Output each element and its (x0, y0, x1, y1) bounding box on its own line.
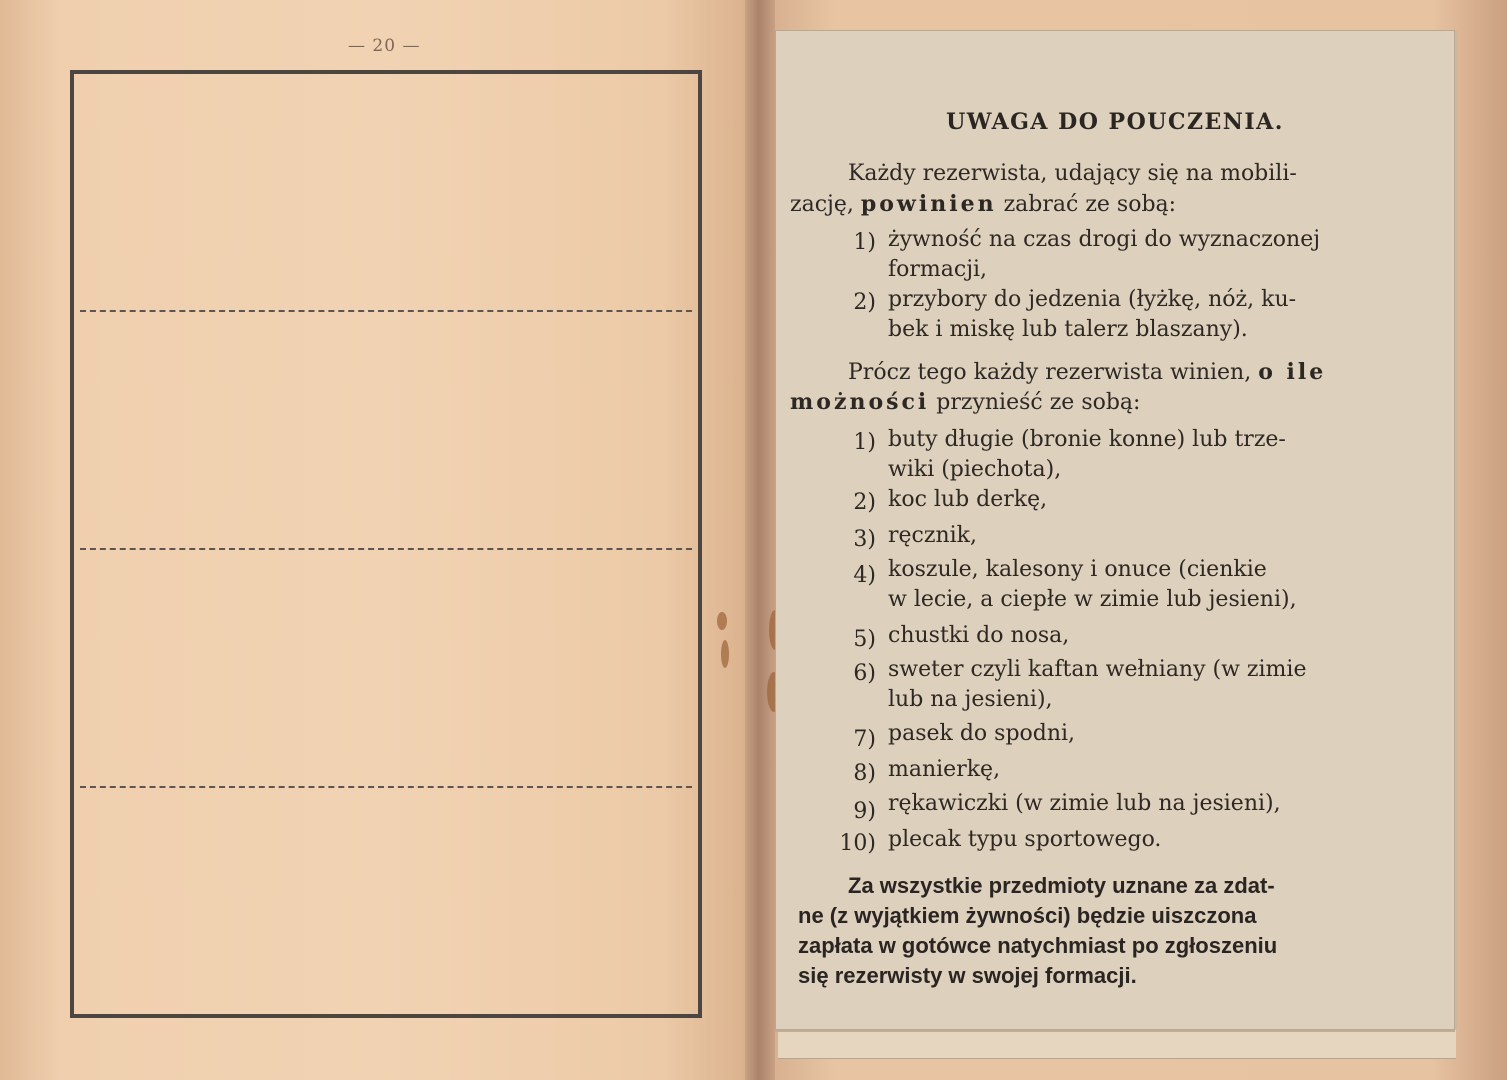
list2-item-9: rękawiczki (w zimie lub na jesieni), (888, 791, 1281, 816)
list2-item-1-line2: wiki (piechota), (888, 457, 1062, 482)
list1-num-2: 2) (853, 290, 876, 315)
notice-sheet (775, 30, 1455, 1030)
list1-item-2-line2: bek i miskę lub talerz blaszany). (888, 317, 1248, 342)
list2-item-3: ręcznik, (888, 523, 977, 548)
page-number: — 20 — (348, 36, 421, 56)
para2-line1 (848, 357, 1326, 388)
stain-mark (717, 612, 727, 630)
para2-line2-post: przynieść ze sobą: (936, 390, 1141, 415)
stain-mark (721, 640, 729, 668)
list2-num-4: 4) (853, 563, 876, 588)
closing-paragraph (798, 871, 1418, 991)
para2-line1-pre: Prócz tego każdy rezerwista winien, (848, 360, 1252, 385)
list2-num-9: 9) (853, 799, 876, 824)
list1-item-1-line1: żywność na czas drogi do wyznaczonej (888, 227, 1321, 252)
list1-num-1: 1) (853, 230, 876, 255)
notice-title: UWAGA DO POUCZENIA. (946, 109, 1284, 135)
closing-line-4: się rezerwisty w swojej formacji. (798, 963, 1137, 988)
list2-item-6-line1: sweter czyli kaftan wełniany (w zimie (888, 657, 1307, 682)
list1-item-1-line2: formacji, (888, 257, 988, 282)
list2-num-3: 3) (853, 527, 876, 552)
closing-line-2: ne (z wyjątkiem żywności) będzie uiszczona (798, 903, 1257, 928)
list2-item-4-line1: koszule, kalesony i onuce (cienkie (888, 557, 1267, 582)
para1-line2-pre: zację, (790, 192, 854, 217)
para2-line2-spaced: możności (790, 389, 930, 415)
para2-line1-spaced: o ile (1258, 359, 1327, 385)
form-divider-1 (80, 310, 692, 312)
list1-item-2-line1: przybory do jedzenia (łyżkę, nóż, ku- (888, 287, 1297, 312)
list2-num-8: 8) (853, 761, 876, 786)
list2-item-1-line1: buty długie (bronie konne) lub trze- (888, 427, 1286, 452)
form-divider-2 (80, 548, 692, 550)
para1-line2 (790, 189, 1176, 220)
list2-num-2: 2) (853, 490, 876, 515)
list2-num-5: 5) (853, 627, 876, 652)
list2-num-7: 7) (853, 727, 876, 752)
closing-line-3: zapłata w gotówce natychmiast po zgłoszeniu (798, 933, 1278, 958)
list2-item-6-line2: lub na jesieni), (888, 687, 1053, 712)
form-divider-3 (80, 786, 692, 788)
para2-line2 (790, 387, 1140, 418)
list2-num-6: 6) (853, 661, 876, 686)
list2-item-10: plecak typu sportowego. (888, 827, 1162, 852)
list2-num-10: 10) (839, 831, 876, 856)
list2-item-7: pasek do spodni, (888, 721, 1076, 746)
empty-form-box (70, 70, 702, 1018)
list2-num-1: 1) (853, 430, 876, 455)
para1-line1: Każdy rezerwista, udający się na mobili- (848, 161, 1297, 186)
left-page (0, 0, 752, 1080)
list2-item-4-line2: w lecie, a ciepłe w zimie lub jesieni), (888, 587, 1297, 612)
para1-line2-spaced: powinien (860, 191, 997, 217)
list2-item-2: koc lub derkę, (888, 487, 1048, 512)
closing-line-1: Za wszystkie przedmioty uznane za zdat- (848, 873, 1275, 898)
list2-item-8: manierkę, (888, 757, 1001, 782)
para1-line2-post: zabrać ze sobą: (1003, 192, 1177, 217)
list2-item-5: chustki do nosa, (888, 623, 1070, 648)
book-gutter (745, 0, 775, 1080)
